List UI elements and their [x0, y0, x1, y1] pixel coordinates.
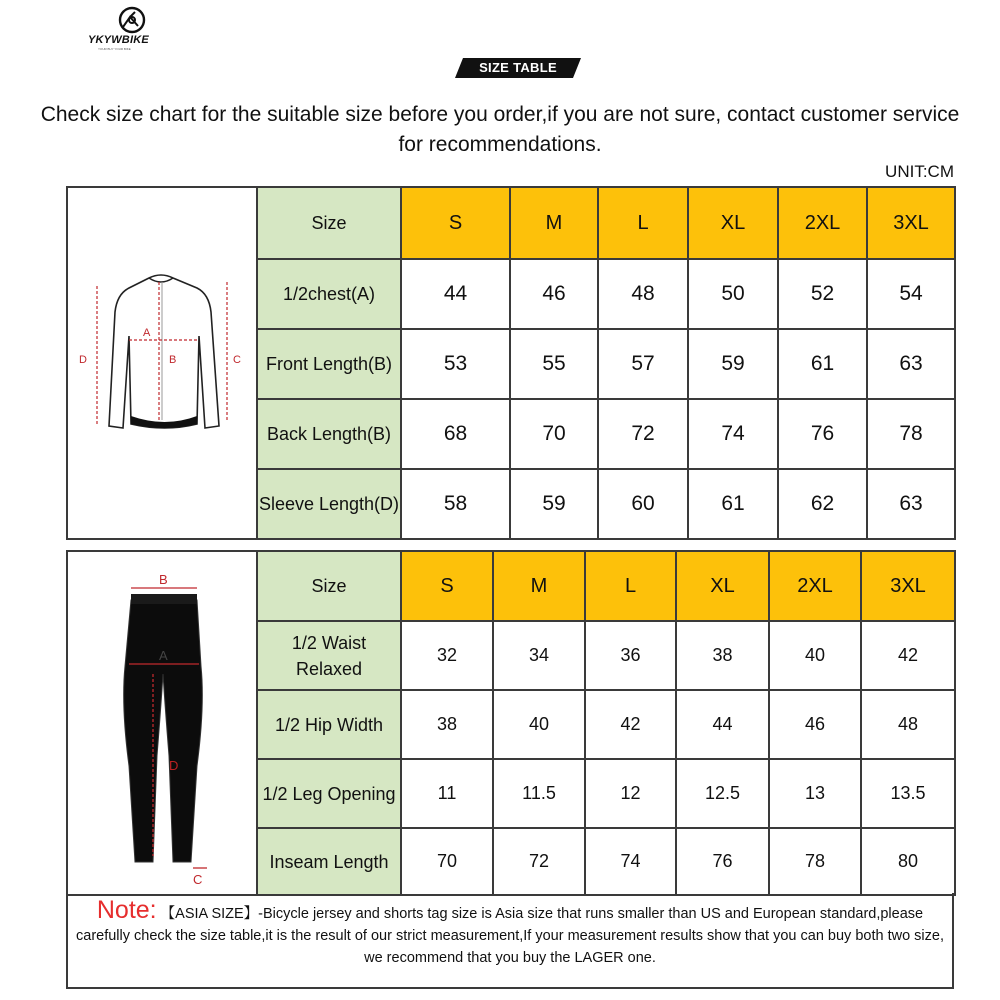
- row-label: 1/2 Waist Relaxed: [257, 621, 401, 690]
- cell-value: 59: [688, 329, 778, 399]
- cell-value: 63: [867, 469, 955, 539]
- pants-size-2xl: 2XL: [769, 551, 861, 621]
- cell-value: 44: [401, 259, 510, 329]
- intro-text: Check size chart for the suitable size before you order,if you are not sure, contact customer service for recommendations.: [40, 103, 960, 156]
- cell-value: 44: [676, 690, 769, 759]
- cell-value: 38: [401, 690, 493, 759]
- cell-value: 12: [585, 759, 676, 828]
- cell-value: 59: [510, 469, 598, 539]
- cycling-jersey-diagram: [69, 216, 255, 506]
- cell-value: 11.5: [493, 759, 585, 828]
- jersey-dim-label-c: C: [233, 353, 241, 366]
- cell-value: 13: [769, 759, 861, 828]
- pants-diagram-cell: [67, 551, 257, 895]
- pants-dim-label-a: A: [159, 647, 168, 663]
- cell-value: 62: [778, 469, 867, 539]
- jersey-diagram-cell: [67, 187, 257, 539]
- cell-value: 76: [778, 399, 867, 469]
- cell-value: 48: [861, 690, 955, 759]
- unit-label: UNIT:CM: [885, 162, 954, 181]
- jersey-dim-label-b: B: [169, 353, 177, 366]
- jersey-dim-label-d: D: [79, 353, 87, 366]
- pants-dim-label-b: B: [159, 571, 168, 587]
- cell-value: 78: [867, 399, 955, 469]
- cell-value: 70: [401, 828, 493, 895]
- pants-size-xl: XL: [676, 551, 769, 621]
- row-label: Sleeve Length(D): [257, 469, 401, 539]
- brand-tagline: YOUR BUY YOUR BIKE: [98, 47, 131, 51]
- cell-value: 68: [401, 399, 510, 469]
- row-label: Front Length(B): [257, 329, 401, 399]
- jersey-size-m: M: [510, 187, 598, 259]
- jersey-size-s: S: [401, 187, 510, 259]
- cell-value: 74: [688, 399, 778, 469]
- pants-size-s: S: [401, 551, 493, 621]
- cell-value: 55: [510, 329, 598, 399]
- pants-dim-label-c: C: [193, 871, 203, 886]
- pants-size-table: [66, 550, 956, 896]
- cell-value: 12.5: [676, 759, 769, 828]
- brand-name: YKYWBIKE: [88, 34, 149, 46]
- cell-value: 54: [867, 259, 955, 329]
- cell-value: 46: [769, 690, 861, 759]
- cell-value: 32: [401, 621, 493, 690]
- size-table-badge-label: SIZE TABLE: [479, 60, 557, 75]
- pants-size-l: L: [585, 551, 676, 621]
- cell-value: 58: [401, 469, 510, 539]
- cell-value: 40: [769, 621, 861, 690]
- cell-value: 72: [598, 399, 688, 469]
- cell-value: 50: [688, 259, 778, 329]
- cell-value: 80: [861, 828, 955, 895]
- row-label: 1/2 Leg Opening: [257, 759, 401, 828]
- size-note: [66, 893, 954, 989]
- jersey-dim-label-a: A: [143, 326, 151, 339]
- jersey-size-l: L: [598, 187, 688, 259]
- jersey-size-2xl: 2XL: [778, 187, 867, 259]
- row-label: Inseam Length: [257, 828, 401, 895]
- row-label: 1/2chest(A): [257, 259, 401, 329]
- cell-value: 42: [861, 621, 955, 690]
- cell-value: 53: [401, 329, 510, 399]
- pants-size-header: Size: [257, 551, 401, 621]
- cell-value: 52: [778, 259, 867, 329]
- bicycle-wheel-icon: [118, 6, 146, 34]
- row-label: 1/2 Hip Width: [257, 690, 401, 759]
- cell-value: 72: [493, 828, 585, 895]
- pants-size-3xl: 3XL: [861, 551, 955, 621]
- cell-value: 13.5: [861, 759, 955, 828]
- row-label: Back Length(B): [257, 399, 401, 469]
- note-label: Note:: [96, 896, 157, 924]
- note-text: 【ASIA SIZE】-Bicycle jersey and shorts tag size is Asia size that runs smaller than US and European standard,please carefully check the size table,it is the result of our strict measurement,If your measurement results show that you can buy both two size, we recommend that you buy the LAGER one.: [76, 906, 944, 966]
- cell-value: 46: [510, 259, 598, 329]
- cell-value: 40: [493, 690, 585, 759]
- cell-value: 63: [867, 329, 955, 399]
- cell-value: 70: [510, 399, 598, 469]
- jersey-size-header: Size: [257, 187, 401, 259]
- cell-value: 78: [769, 828, 861, 895]
- cell-value: 34: [493, 621, 585, 690]
- cell-value: 36: [585, 621, 676, 690]
- cell-value: 61: [778, 329, 867, 399]
- cell-value: 11: [401, 759, 493, 828]
- pants-dim-label-d: D: [169, 757, 179, 773]
- pants-size-m: M: [493, 551, 585, 621]
- size-table-badge: [455, 58, 581, 78]
- jersey-size-xl: XL: [688, 187, 778, 259]
- jersey-size-table: [66, 186, 956, 540]
- cell-value: 76: [676, 828, 769, 895]
- cell-value: 38: [676, 621, 769, 690]
- jersey-size-3xl: 3XL: [867, 187, 955, 259]
- cell-value: 74: [585, 828, 676, 895]
- cell-value: 60: [598, 469, 688, 539]
- cell-value: 48: [598, 259, 688, 329]
- cell-value: 57: [598, 329, 688, 399]
- brand-logo: [88, 6, 208, 50]
- cell-value: 42: [585, 690, 676, 759]
- cycling-pants-diagram: [69, 556, 255, 886]
- cell-value: 61: [688, 469, 778, 539]
